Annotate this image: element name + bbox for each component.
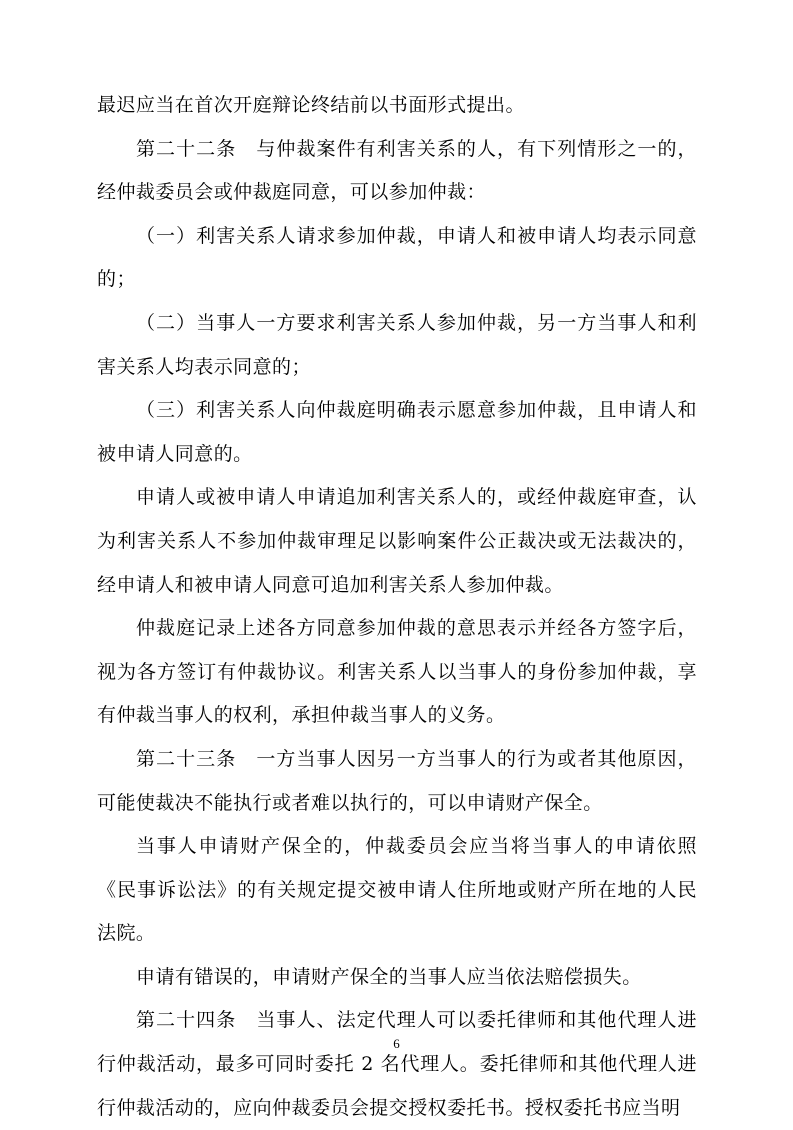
paragraph-article-24: 第二十四条 当事人、法定代理人可以委托律师和其他代理人进行仲裁活动，最多可同时委托 2 名代理人。委托律师和其他代理人进行仲裁活动的，应向仲裁委员会提交授权委托书。授权委托书应当明 bbox=[97, 1009, 697, 1119]
paragraph-article-23: 第二十三条 一方当事人因另一方当事人的行为或者其他原因，可能使裁决不能执行或者难以执行的，可以申请财产保全。 bbox=[97, 747, 697, 814]
paragraph: （三）利害关系人向仲裁庭明确表示愿意参加仲裁，且申请人和被申请人同意的。 bbox=[97, 399, 697, 465]
paragraph: （一）利害关系人请求参加仲裁，申请人和被申请人均表示同意的； bbox=[97, 224, 697, 291]
paragraph: 申请人或被申请人申请追加利害关系人的，或经仲裁庭审查，认为利害关系人不参加仲裁审理足以影响案件公正裁决或无法裁决的，经申请人和被申请人同意可追加利害关系人参加仲裁。 bbox=[97, 486, 697, 596]
page-number: 6 bbox=[393, 1036, 400, 1051]
document-body bbox=[97, 84, 697, 1130]
paragraph: 当事人申请财产保全的，仲裁委员会应当将当事人的申请依照《民事诉讼法》的有关规定提交被申请人住所地或财产所在地的人民法院。 bbox=[97, 835, 697, 945]
paragraph: 申请有错误的，申请财产保全的当事人应当依法赔偿损失。 bbox=[136, 965, 642, 988]
paragraph-article-22: 第二十二条 与仲裁案件有利害关系的人，有下列情形之一的，经仲裁委员会或仲裁庭同意，可以参加仲裁： bbox=[97, 137, 697, 204]
paragraph: 最迟应当在首次开庭辩论终结前以书面形式提出。 bbox=[97, 94, 525, 116]
paragraph: 仲裁庭记录上述各方同意参加仲裁的意思表示并经各方签字后，视为各方签订有仲裁协议。利害关系人以当事人的身份参加仲裁，享有仲裁当事人的权利，承担仲裁当事人的义务。 bbox=[97, 617, 697, 727]
paragraph: （二）当事人一方要求利害关系人参加仲裁，另一方当事人和利害关系人均表示同意的； bbox=[97, 311, 697, 378]
